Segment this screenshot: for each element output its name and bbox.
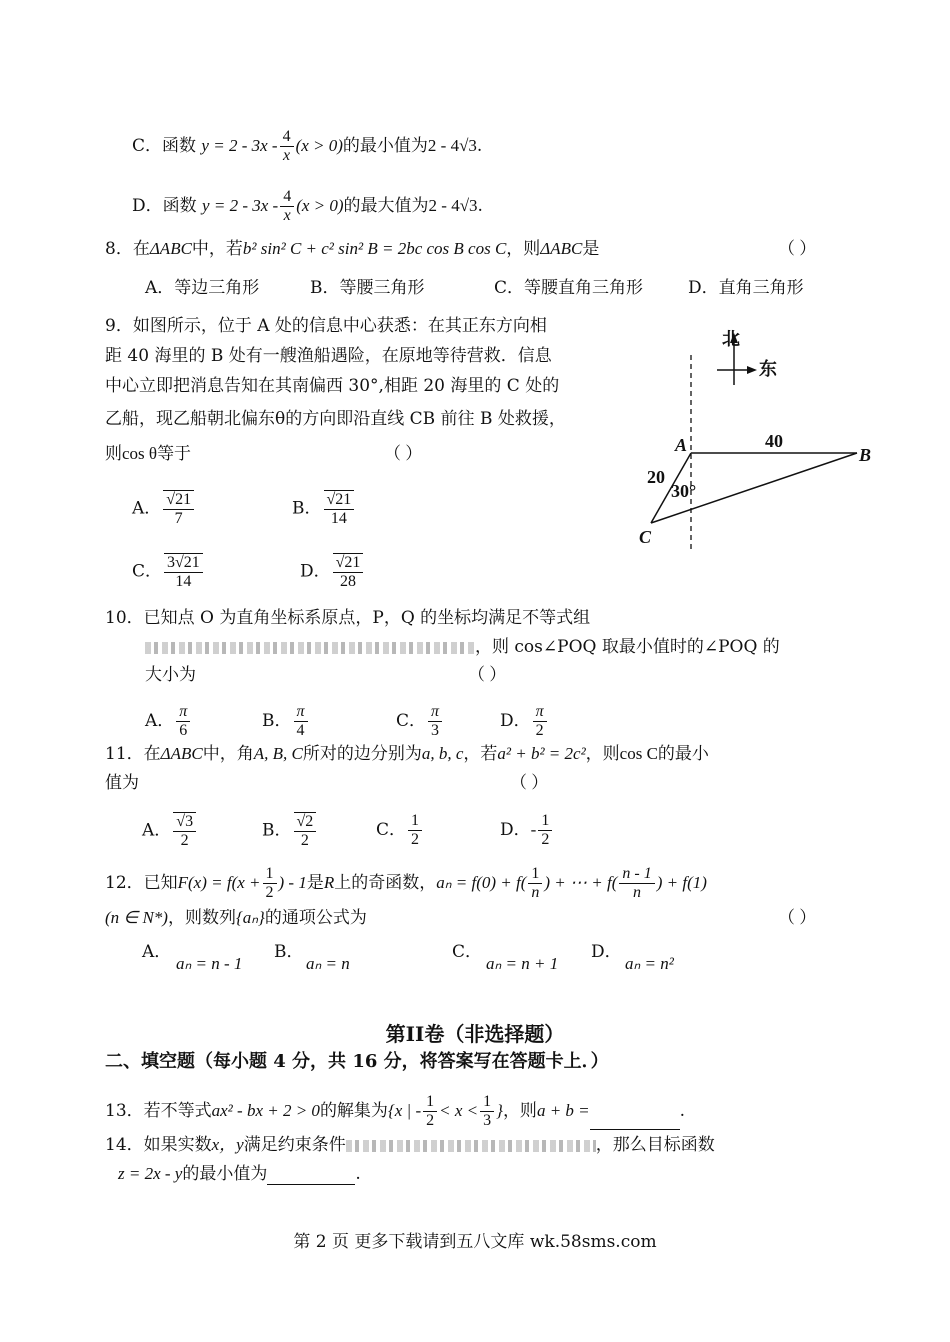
q11-line-2: 值为: [105, 773, 139, 793]
q10-answer-paren: （ ）: [468, 665, 507, 684]
q9-line-2: 距 40 海里的 B 处有一艘渔船遇险，在原地等待营救．信息: [105, 346, 552, 366]
q10-line-3: 大小为: [145, 665, 196, 685]
q7-c-fraction: $\frac{4}{x}$: [280, 128, 294, 165]
q9-option-d: D． $\frac{√21}{28}$: [300, 553, 365, 591]
q7-option-d: D．函数 y = 2 - 3x - $\frac{4}{x}$ (x > 0)的最大值为2 - 4√3.: [132, 188, 483, 224]
q11-line-1: 11．在ΔABC中，角A, B, C所对的边分别为a, b, c，若a² + b² = 2c²，则cos C的最小: [105, 744, 709, 764]
q12-option-a-label: A．: [142, 942, 172, 962]
q8-option-b: B．等腰三角形: [310, 278, 425, 298]
part2-title: 第II卷（非选择题）: [385, 1022, 565, 1046]
part2-section-heading: 二、填空题（每小题 4 分，共 16 分，将答案写在答题卡上．）: [105, 1051, 609, 1072]
q9-diagram: [625, 325, 885, 555]
east-arrow-icon: [747, 366, 757, 374]
q12-option-d: aₙ = n²: [625, 954, 674, 973]
q10-option-d: D． $\frac{\pi}{2}$: [500, 703, 549, 740]
q9-line-3: 中心立即把消息告知在其南偏西 30°,相距 20 海里的 C 处的: [105, 376, 560, 396]
q9-answer-paren: （ ）: [384, 444, 423, 463]
point-a-label: A: [675, 435, 688, 455]
q10-option-a: A． $\frac{\pi}{6}$: [145, 703, 192, 740]
q8-stem: 8．在ΔABC中，若b² sin² C + c² sin² B = 2bc cos B cos C，则ΔABC是: [105, 239, 600, 259]
distance-ab-label: 40: [765, 431, 783, 451]
q7-option-c: C．函数 y = 2 - 3x - $\frac{4}{x}$ (x > 0)的最小值为2 - 4√3.: [132, 128, 483, 164]
q8-option-d: D．直角三角形: [688, 278, 804, 298]
q12-option-d-label: D．: [591, 942, 622, 962]
q13-answer-blank[interactable]: [590, 1113, 680, 1130]
q13-line: 13．若不等式ax² - bx + 2 > 0的解集为{x | - $\frac{1}{2}$ < x < $\frac{1}{3}$ }，则a + b = .: [105, 1093, 686, 1129]
q12-option-c-label: C．: [452, 942, 483, 962]
q8-option-a: A．等边三角形: [145, 278, 260, 298]
q9-line-1: 9．如图所示，位于 A 处的信息中心获悉：在其正东方向相: [105, 316, 547, 336]
q9-option-a: A． $\frac{√21}{7}$: [132, 490, 196, 528]
q11-option-c: C． $\frac{1}{2}$: [376, 812, 424, 849]
q9-option-b: B． $\frac{√21}{14}$: [292, 490, 356, 528]
q10-inequality-system-image: [145, 642, 475, 654]
q12-option-b-label: B．: [274, 942, 304, 962]
q12-option-a: aₙ = n - 1: [176, 954, 243, 973]
q12-line-2: (n ∈ N*)，则数列{aₙ}的通项公式为: [105, 908, 367, 928]
q12-line-1: 12．已知F(x) = f(x + $\frac{1}{2}$ ) - 1是R上的奇函数，aₙ = f(0) + f( $\frac{1}{n}$ ) + ⋯ + f( $\frac{n - 1}{n}$ ) + f(1): [105, 865, 707, 901]
q9-line-5: 则cos θ等于: [105, 444, 192, 464]
compass-east-label: 东: [759, 359, 777, 380]
q14-line-2: z = 2x - y的最小值为 .: [118, 1164, 361, 1184]
q12-answer-paren: （ ）: [778, 908, 817, 927]
distance-ac-label: 20: [647, 467, 665, 487]
q9-line-4: 乙船，现乙船朝北偏东θ的方向即沿直线 CB 前往 B 处救援，: [105, 409, 566, 429]
q8-option-c: C．等腰直角三角形: [494, 278, 644, 298]
q14-line-1: 14．如果实数x，y满足约束条件 ，那么目标函数: [105, 1135, 715, 1155]
compass-north-label: 北: [722, 329, 740, 350]
q11-answer-paren: （ ）: [510, 773, 549, 792]
q7-d-fraction: $\frac{4}{x}$: [280, 188, 294, 225]
point-b-label: B: [859, 445, 872, 465]
q10-option-b: B． $\frac{\pi}{4}$: [262, 703, 310, 740]
q11-option-d: D．- $\frac{1}{2}$: [500, 812, 554, 849]
q12-option-b: aₙ = n: [306, 954, 350, 973]
q11-option-b: B． $\frac{√2}{2}$: [262, 812, 318, 850]
point-c-label: C: [639, 527, 652, 547]
q14-answer-blank[interactable]: [267, 1168, 355, 1185]
q10-line-1: 10．已知点 O 为直角坐标系原点，P，Q 的坐标均满足不等式组: [105, 608, 591, 628]
q10-line-2: ，则 cos∠POQ 取最小值时的∠POQ 的: [145, 636, 780, 658]
q12-option-c: aₙ = n + 1: [486, 954, 559, 973]
q14-constraint-image: [346, 1140, 596, 1152]
q11-option-a: A． $\frac{√3}{2}$: [142, 812, 198, 850]
page-footer: 第 2 页 更多下载请到五八文库 wk.58sms.com: [293, 1232, 657, 1252]
q9-option-c: C． $\frac{3√21}{14}$: [132, 553, 205, 591]
angle-label: 30°: [671, 481, 697, 501]
q10-option-c: C． $\frac{\pi}{3}$: [396, 703, 444, 740]
q8-answer-paren: （ ）: [778, 239, 817, 258]
